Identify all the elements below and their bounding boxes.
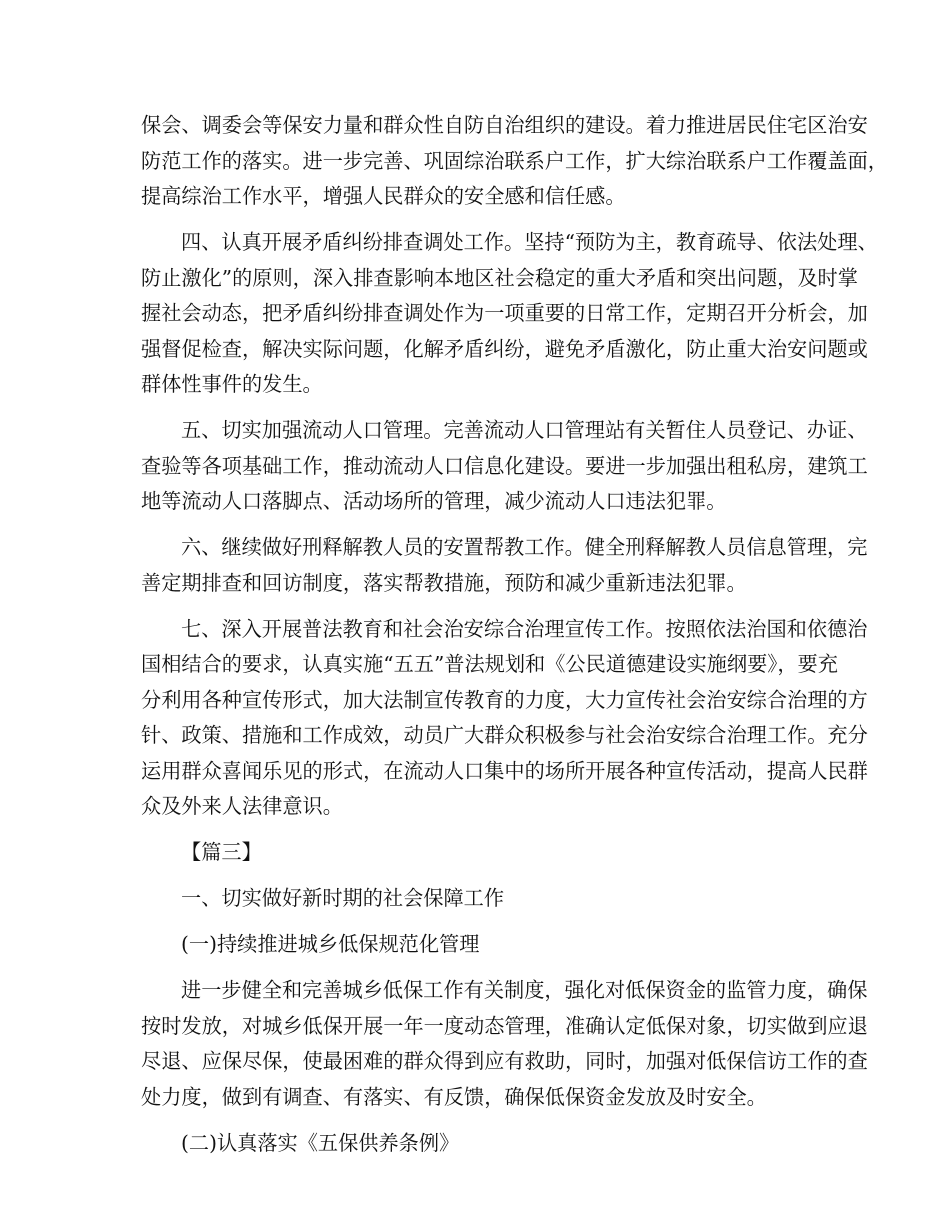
paragraph-gap [141, 917, 813, 928]
text-line: 按时发放，对城乡低保开展一年一度动态管理，准确认定低保对象，切实做到应退 [141, 1013, 868, 1038]
text-line: 提高综治工作水平，增强人民群众的安全感和信任感。 [141, 184, 626, 208]
text-line: 强督促检查，解决实际问题，化解矛盾纠纷，避免矛盾激化，防止重大治安问题或 [141, 336, 868, 361]
text-line: 七、深入开展普法教育和社会治安综合治理宣传工作。按照依法治国和依德治 [181, 616, 868, 641]
paragraph-gap [141, 403, 813, 414]
text-line: 地等流动人口落脚点、活动场所的管理，减少流动人口违法犯罪。 [141, 489, 727, 513]
text-line: (二)认真落实《五保供养条例》 [181, 1130, 460, 1155]
text-line: 尽退、应保尽保，使最困难的群众得到应有救助，同时，加强对低保信访工作的查 [141, 1049, 868, 1073]
text-line: 四、认真开展矛盾纠纷排查调处工作。坚持“预防为主，教育疏导、依法处理、 [181, 230, 878, 254]
text-line: 查验等各项基础工作，推动流动人口信息化建设。要进一步加强出租私房，建筑工 [141, 453, 868, 478]
text-line: 五、切实加强流动人口管理。完善流动人口管理站有关暂住人员登记、办证、 [181, 418, 868, 442]
paragraph-gap [141, 520, 813, 531]
text-line: 分利用各种宣传形式，加大法制宣传教育的力度，大力宣传社会治安综合治理的方 [141, 687, 868, 712]
text-line: 握社会动态，把矛盾纠纷排查调处作为一项重要的日常工作，定期召开分析会，加 [141, 301, 868, 325]
text-line: 国相结合的要求，认真实施“五五”普法规划和《公民道德建设实施纲要》，要充 [141, 652, 838, 676]
text-line: 防范工作的落实。进一步完善、巩固综治联系户工作，扩大综治联系户工作覆盖面， [141, 148, 888, 173]
paragraph-gap [141, 871, 813, 882]
text-line: 运用群众喜闻乐见的形式，在流动人口集中的场所开展各种宣传活动，提高人民群 [141, 758, 868, 783]
paragraph-gap [141, 825, 813, 836]
text-line: 进一步健全和完善城乡低保工作有关制度，强化对低保资金的监管力度，确保 [181, 978, 868, 1002]
paragraph-gap [141, 215, 813, 226]
text-line: (一)持续推进城乡低保规范化管理 [181, 932, 480, 956]
paragraph-gap [141, 601, 813, 612]
text-line: 群体性事件的发生。 [141, 372, 323, 396]
text-line: 防止激化”的原则，深入排查影响本地区社会稳定的重大矛盾和突出问题，及时掌 [141, 265, 858, 290]
text-line: 众及外来人法律意识。 [141, 794, 343, 818]
paragraph-gap [141, 963, 813, 974]
text-line: 针、政策、措施和工作成效，动员广大群众积极参与社会治安综合治理工作。充分 [141, 723, 868, 747]
paragraph-gap [141, 1115, 813, 1126]
text-line: 善定期排查和回访制度，落实帮教措施，预防和减少重新违法犯罪。 [141, 570, 747, 595]
text-line: 处力度，做到有调查、有落实、有反馈，确保低保资金发放及时安全。 [141, 1084, 767, 1109]
document-body [141, 108, 888, 1161]
text-line: 一、切实做好新时期的社会保障工作 [181, 886, 505, 910]
text-line: 【篇三】 [181, 840, 262, 864]
text-line: 保会、调委会等保安力量和群众性自防自治组织的建设。着力推进居民住宅区治安 [141, 113, 868, 137]
text-line: 六、继续做好刑释解教人员的安置帮教工作。健全刑释解教人员信息管理，完 [181, 535, 868, 559]
